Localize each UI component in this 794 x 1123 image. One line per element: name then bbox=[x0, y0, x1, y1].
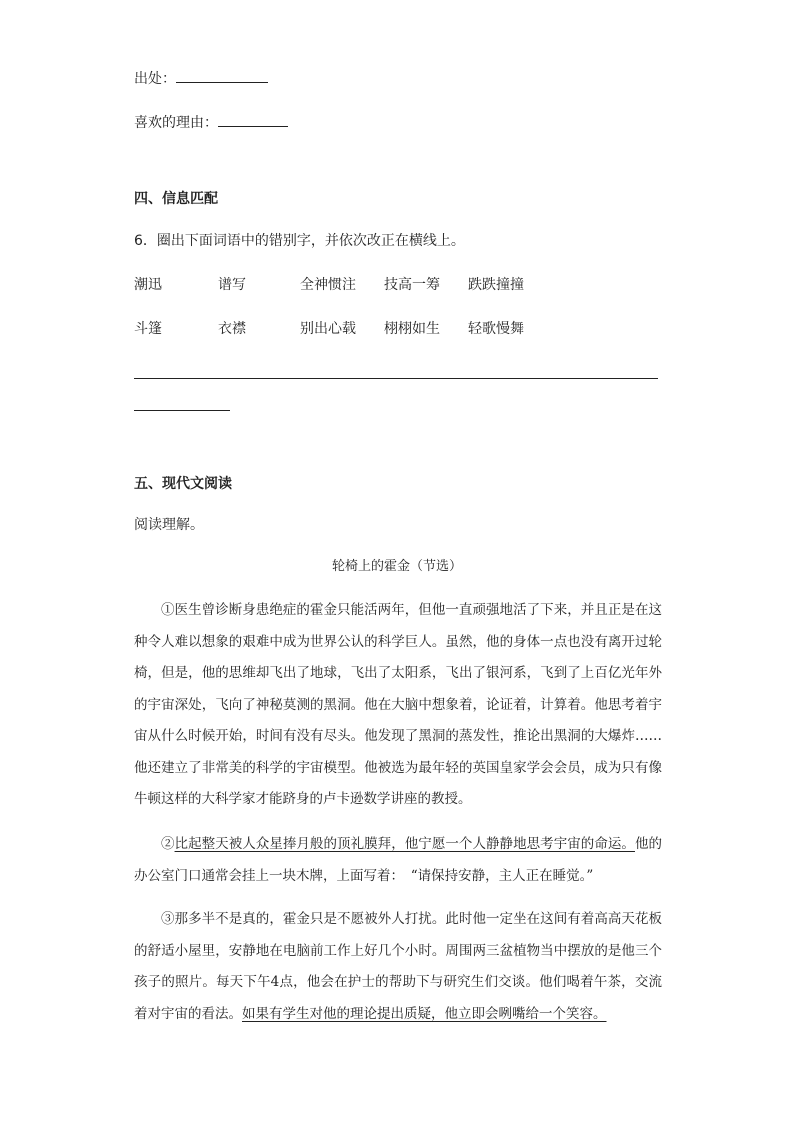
word-item: 栩栩如生 bbox=[384, 321, 440, 337]
answer-line-1[interactable] bbox=[134, 378, 658, 379]
source-line bbox=[134, 68, 268, 89]
source-label: 出处： bbox=[134, 71, 176, 87]
word-item: 跌跌撞撞 bbox=[468, 277, 524, 293]
paragraph-2 bbox=[134, 829, 662, 892]
word-item: 别出心载 bbox=[300, 321, 356, 337]
word-item: 衣襟 bbox=[218, 321, 246, 337]
paragraph-2-text: 他的办公室门口通常会挂上一块木牌，上面写着： “请保持安静，主人正在睡觉。” bbox=[134, 836, 663, 884]
source-blank[interactable] bbox=[176, 68, 268, 83]
word-item: 全神惯注 bbox=[300, 277, 356, 293]
reason-label: 喜欢的理由： bbox=[134, 115, 218, 131]
article-title: 轮椅上的霍金（节选） bbox=[331, 559, 462, 574]
reason-blank[interactable] bbox=[218, 112, 288, 127]
word-item: 斗篷 bbox=[134, 321, 162, 337]
paragraph-3-text: ③那多半不是真的，霍金只是不愿被外人打扰。此时他一定坐在这间有着高高天花板的舒适小屋里，安静地在电脑前工作上好几个小时。周围两三盆植物当中摆放的是他三个孩子的照片。每天下午4点，他会在护士的帮助下与研究生们交谈。他们喝着午茶，交流着对宇宙的看法。 bbox=[134, 911, 662, 1022]
word-item: 技高一筹 bbox=[384, 277, 440, 293]
word-item: 谱写 bbox=[218, 277, 246, 293]
reading-intro: 阅读理解。 bbox=[134, 517, 204, 533]
answer-line-2[interactable] bbox=[134, 410, 230, 411]
section4-heading: 四、信息匹配 bbox=[134, 191, 218, 207]
paragraph-3 bbox=[134, 904, 662, 1030]
underlined-sentence: 如果有学生对他的理论提出质疑，他立即会咧嘴给一个笑容。 bbox=[242, 1005, 607, 1022]
paragraph-2-number: ② bbox=[161, 836, 175, 852]
underlined-sentence: 比起整天被人众星捧月般的顶礼膜拜，他宁愿一个人静静地思考宇宙的命运。 bbox=[174, 836, 635, 852]
question-6: 6．圈出下面词语中的错别字，并依次改正在横线上。 bbox=[134, 233, 465, 249]
section5-heading: 五、现代文阅读 bbox=[134, 476, 232, 492]
word-item: 轻歌慢舞 bbox=[468, 321, 524, 337]
word-item: 潮迅 bbox=[134, 277, 162, 293]
paragraph-1: ①医生曾诊断身患绝症的霍金只能活两年，但他一直顽强地活了下来，并且正是在这种令人难以想象的艰难中成为世界公认的科学巨人。虽然，他的身体一点也没有离开过轮椅，但是，他的思维却飞出了地球，飞出了太阳系，飞出了银河系，飞到了上百亿光年外的宇宙深处，飞向了神秘莫测的黑洞。他在大脑中想象着，论证着，计算着。他思考着宇宙从什么时候开始，时间有没有尽头。他发现了黑洞的蒸发性，推论出黑洞的大爆炸……他还建立了非常美的科学的宇宙模型。他被选为最年轻的英国皇家学会会员，成为只有像牛顿这样的大科学家才能跻身的卢卡逊数学讲座的教授。 bbox=[134, 602, 662, 807]
reason-line bbox=[134, 112, 288, 133]
